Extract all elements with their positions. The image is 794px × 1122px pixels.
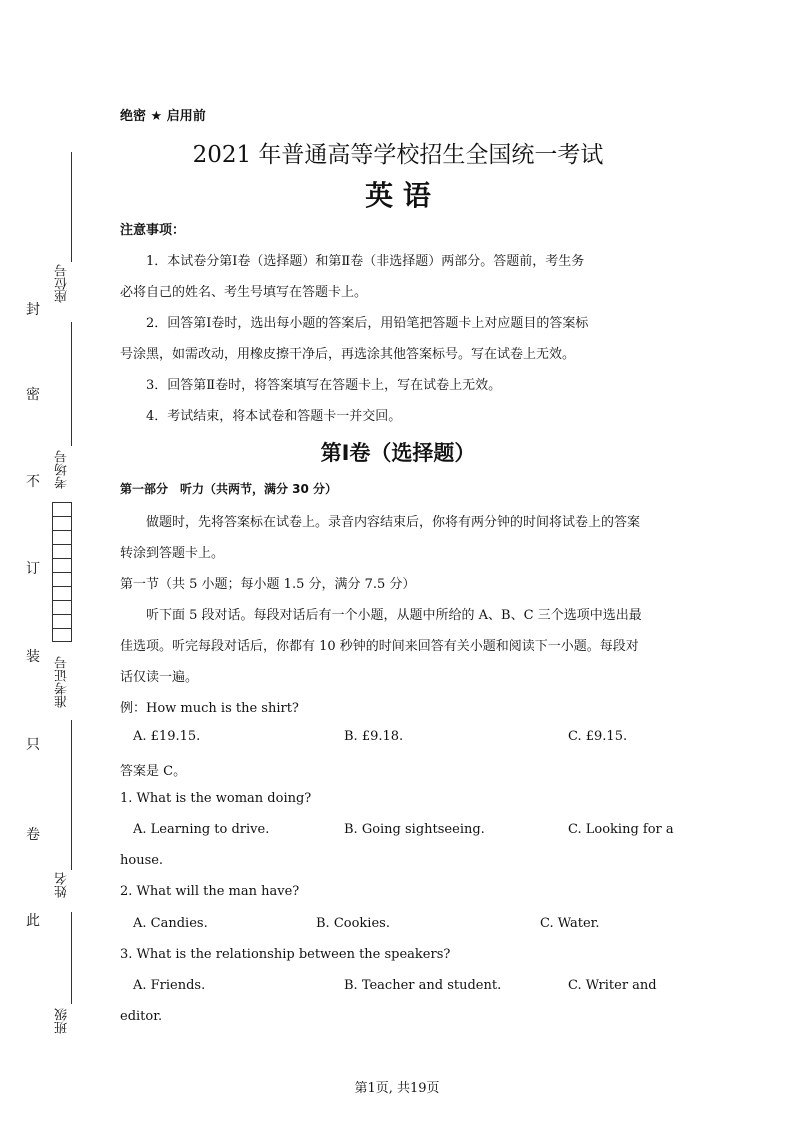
question-3: 3. What is the relationship between the speakers? xyxy=(120,947,451,962)
notice-line: 2．回答第Ⅰ卷时，选出每小题的答案后，用铅笔把答题卡上对应题目的答案标 xyxy=(146,316,589,331)
option-c: C. Water. xyxy=(540,916,600,931)
part-intro-line: 转涂到答题卡上。 xyxy=(120,546,225,561)
option-c: C. Looking for a xyxy=(568,822,674,837)
part-intro-line: 做题时，先将答案标在试卷上。录音内容结束后，你将有两分钟的时间将试卷上的答案 xyxy=(146,515,641,530)
room-field-line xyxy=(71,322,72,446)
option-a: A. Learning to drive. xyxy=(133,822,270,837)
seal-char: 不 xyxy=(26,474,40,490)
option-wrap: house. xyxy=(120,853,164,868)
name-field-line xyxy=(71,720,72,870)
option-wrap: editor. xyxy=(120,1009,163,1024)
seal-char: 封 xyxy=(26,302,40,318)
seal-char: 只 xyxy=(26,737,40,753)
seal-char: 订 xyxy=(26,561,40,577)
seal-char: 卷 xyxy=(26,827,40,843)
page-number: 第1页, 共19页 xyxy=(354,1081,440,1096)
class-field-line xyxy=(71,912,72,1004)
seal-char: 此 xyxy=(26,913,40,929)
class-field-label: 班级 xyxy=(55,1008,70,1034)
seal-char: 密 xyxy=(26,387,40,403)
notice-line: 1．本试卷分第Ⅰ卷（选择题）和第Ⅱ卷（非选择题）两部分。答题前，考生务 xyxy=(146,254,585,269)
section-intro-line: 话仅读一遍。 xyxy=(120,670,199,685)
ticket-number-boxes xyxy=(52,502,72,642)
question-1: 1. What is the woman doing? xyxy=(120,791,312,806)
volume-title: 第Ⅰ卷（选择题） xyxy=(320,441,476,465)
notice-line: 4．考试结束，将本试卷和答题卡一并交回。 xyxy=(146,409,402,424)
name-field-label: 姓名 xyxy=(55,872,70,898)
option-b: B. Cookies. xyxy=(316,916,390,931)
option-c: C. Writer and xyxy=(568,978,657,993)
exam-title: 2021 年普通高等学校招生全国统一考试 xyxy=(192,142,604,168)
notice-line: 必将自己的姓名、考生号填写在答题卡上。 xyxy=(120,285,368,300)
option-b: B. Teacher and student. xyxy=(344,978,502,993)
section-intro-line: 佳选项。听完每段对话后，你都有 10 秒钟的时间来回答有关小题和阅读下一小题。每段对 xyxy=(120,639,639,654)
ticket-field-label: 准考证号 xyxy=(55,656,70,708)
option-a: A. Candies. xyxy=(133,916,208,931)
option-c: C. £9.15. xyxy=(568,729,628,744)
option-b: B. £9.18. xyxy=(344,729,404,744)
section-heading: 第一节（共 5 小题；每小题 1.5 分，满分 7.5 分） xyxy=(120,577,416,592)
seat-field-label: 座位号 xyxy=(55,264,70,303)
notice-line: 3．回答第Ⅱ卷时，将答案填写在答题卡上，写在试卷上无效。 xyxy=(146,378,502,393)
seat-field-line xyxy=(71,152,72,262)
seal-char: 装 xyxy=(26,649,40,665)
option-a: A. Friends. xyxy=(133,978,206,993)
question-2: 2. What will the man have? xyxy=(120,884,300,899)
section-intro-line: 听下面 5 段对话。每段对话后有一个小题，从题中所给的 A、B、C 三个选项中选出最 xyxy=(146,608,642,623)
room-field-label: 考场号 xyxy=(55,450,70,489)
confidential-mark: 绝密 ★ 启用前 xyxy=(120,109,206,124)
subject-title: 英 语 xyxy=(365,179,431,212)
notice-line: 号涂黑，如需改动，用橡皮擦干净后，再选涂其他答案标号。写在试卷上无效。 xyxy=(120,347,576,362)
example-answer: 答案是 C。 xyxy=(120,764,187,779)
binding-margin xyxy=(0,0,100,1122)
part-heading: 第一部分 听力（共两节，满分 30 分） xyxy=(120,482,338,496)
option-b: B. Going sightseeing. xyxy=(344,822,485,837)
option-a: A. £19.15. xyxy=(133,729,201,744)
notice-heading: 注意事项： xyxy=(120,223,186,238)
example-question: 例：How much is the shirt? xyxy=(120,701,299,716)
